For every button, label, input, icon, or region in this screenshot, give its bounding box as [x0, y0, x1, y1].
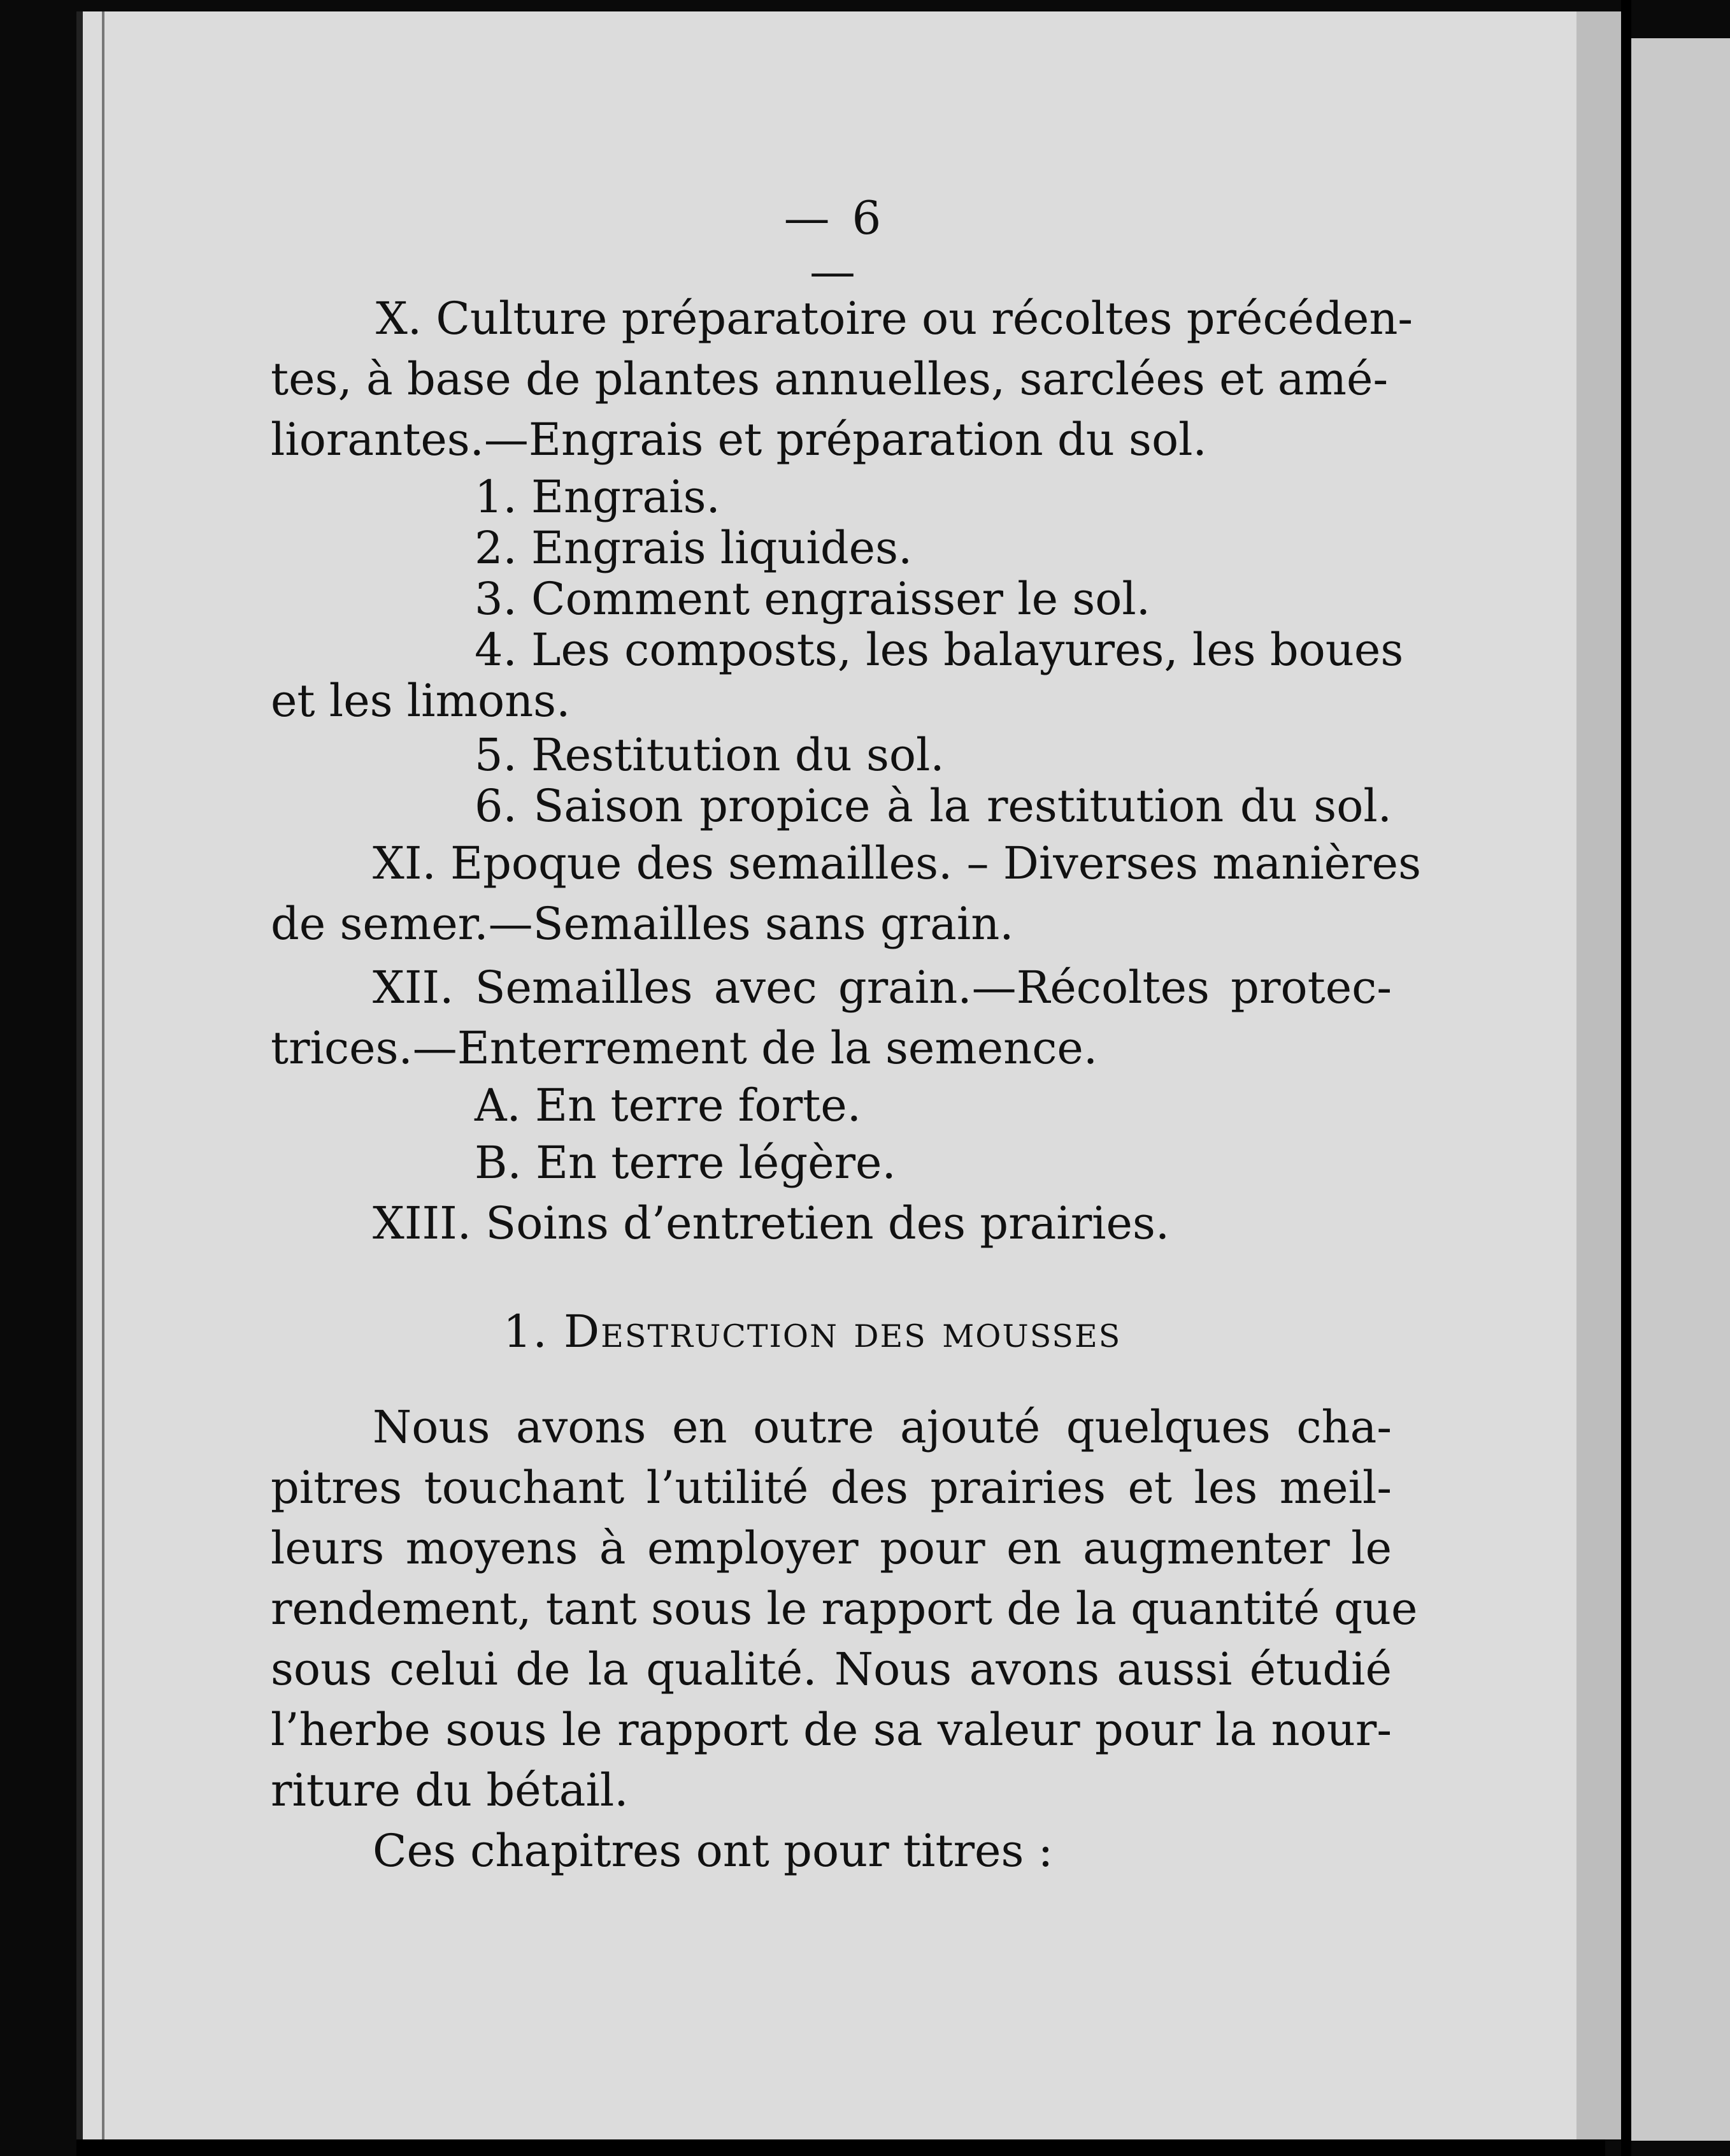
toc-xii-line-1: XII. Semailles avec grain.—Récoltes protec- [373, 961, 1392, 1014]
paragraph-line-6: l’herbe sous le rapport de sa valeur pour la nour- [271, 1704, 1392, 1756]
toc-x-line-1: X. Culture préparatoire ou récoltes précéden- [376, 292, 1413, 345]
paragraph-line-4: rendement, tant sous le rapport de la quantité que [271, 1583, 1418, 1635]
facing-page-edge [1631, 38, 1730, 2141]
closing-line: Ces chapitres ont pour titres : [373, 1825, 1054, 1877]
toc-x-item-4: 4. Les composts, les balayures, les boues [475, 624, 1404, 676]
toc-xii-item-b: B. En terre légère. [475, 1137, 896, 1189]
page-gutter [1576, 11, 1621, 2139]
paragraph-line-7: riture du bétail. [271, 1764, 629, 1816]
toc-x-item-2: 2. Engrais liquides. [475, 522, 913, 574]
page-number: — 6 — [783, 191, 885, 298]
paragraph-line-3: leurs moyens à employer pour en augmenter le [271, 1522, 1392, 1574]
toc-x-item-6: 6. Saison propice à la restitution du sol. [475, 780, 1392, 832]
toc-xii-item-a: A. En terre forte. [475, 1079, 861, 1132]
toc-x-line-3: liorantes.—Engrais et préparation du sol. [271, 413, 1207, 466]
book-spine-shadow [1621, 0, 1631, 2156]
section-heading: 1. Destruction des mousses [503, 1305, 1122, 1358]
toc-x-line-2: tes, à base de plantes annuelles, sarclées et amé- [271, 353, 1389, 405]
toc-xi-line-2: de semer.—Semailles sans grain. [271, 898, 1014, 950]
toc-x-item-5: 5. Restitution du sol. [475, 729, 945, 781]
paragraph-line-1: Nous avons en outre ajouté quelques cha- [373, 1401, 1392, 1453]
scan-bottom-border [76, 2139, 1605, 2156]
toc-x-item-4-continued: et les limons. [271, 675, 571, 727]
toc-xi-line-1: XI. Epoque des semailles. – Diverses manières [373, 837, 1422, 889]
toc-xii-line-2: trices.—Enterrement de la semence. [271, 1022, 1098, 1074]
paragraph-line-5: sous celui de la qualité. Nous avons aussi étudié [271, 1643, 1392, 1695]
paragraph-line-2: pitres touchant l’utilité des prairies et les meil- [271, 1462, 1392, 1514]
toc-x-item-3: 3. Comment engraisser le sol. [475, 573, 1151, 625]
toc-xiii-line: XIII. Soins d’entretien des prairies. [373, 1197, 1170, 1249]
toc-x-item-1: 1. Engrais. [475, 471, 720, 523]
